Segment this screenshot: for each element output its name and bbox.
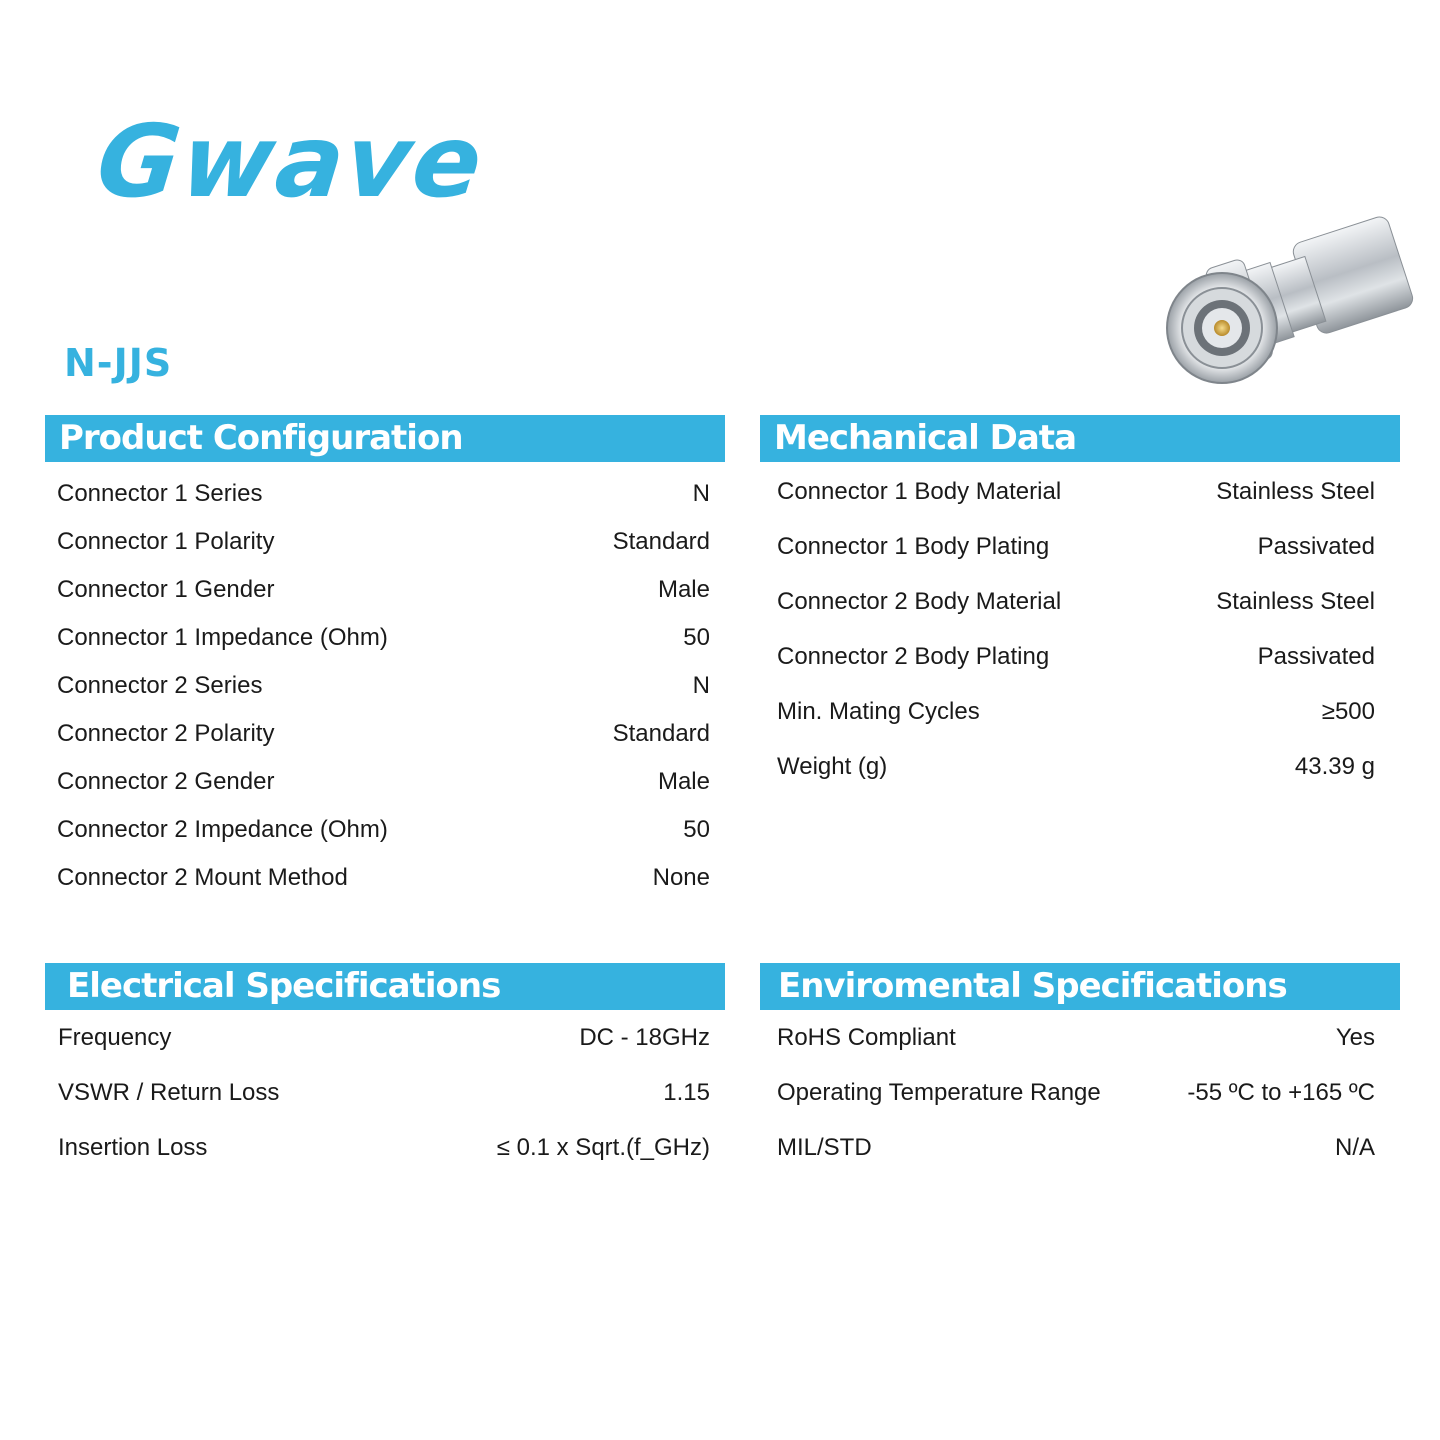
spec-value: Stainless Steel: [1216, 587, 1375, 615]
spec-value: Passivated: [1257, 532, 1375, 560]
spec-label: Weight (g): [777, 752, 888, 780]
spec-label: Min. Mating Cycles: [777, 697, 980, 725]
spec-label: Connector 1 Gender: [57, 576, 275, 603]
spec-value: None: [652, 864, 710, 891]
spec-label: MIL/STD: [777, 1133, 872, 1161]
spec-value: N: [692, 480, 710, 507]
section-title: Electrical Specifications: [45, 963, 725, 1010]
spec-value: Stainless Steel: [1216, 477, 1375, 505]
spec-row: [777, 739, 1375, 794]
spec-label: VSWR / Return Loss: [58, 1078, 280, 1106]
spec-label: Insertion Loss: [58, 1133, 208, 1161]
spec-label: Connector 2 Gender: [57, 768, 275, 795]
section-title: Product Configuration: [45, 415, 725, 462]
spec-row: [58, 1010, 710, 1065]
spec-value: 1.15: [663, 1078, 710, 1106]
spec-value: Male: [657, 768, 710, 795]
spec-label: Connector 2 Body Plating: [777, 642, 1050, 670]
spec-row: [57, 566, 710, 614]
spec-row: [57, 758, 710, 806]
spec-value: Yes: [1335, 1023, 1375, 1051]
spec-value: 43.39 g: [1294, 752, 1375, 780]
spec-row: [58, 1120, 710, 1175]
spec-row: [57, 470, 710, 518]
spec-value: 50: [683, 816, 710, 843]
spec-row: [777, 1120, 1375, 1175]
spec-row: [777, 1065, 1375, 1120]
spec-label: Connector 2 Body Material: [777, 587, 1062, 615]
spec-label: Connector 1 Impedance (Ohm): [57, 624, 388, 651]
spec-label: Connector 1 Body Material: [777, 477, 1062, 505]
product-configuration-panel: [45, 415, 725, 902]
spec-row: [57, 806, 710, 854]
spec-row: [777, 1010, 1375, 1065]
section-title: Mechanical Data: [760, 415, 1400, 462]
spec-row: [777, 629, 1375, 684]
spec-label: Connector 2 Polarity: [57, 720, 275, 747]
spec-label: Connector 1 Body Plating: [777, 532, 1050, 560]
spec-row: [777, 519, 1375, 574]
spec-label: Operating Temperature Range: [777, 1078, 1101, 1106]
mechanical-data-panel: [760, 415, 1400, 794]
spec-row: [777, 464, 1375, 519]
spec-label: RoHS Compliant: [777, 1023, 956, 1051]
spec-value: Male: [657, 576, 710, 603]
spec-label: Connector 2 Impedance (Ohm): [57, 816, 388, 843]
spec-label: Connector 2 Mount Method: [57, 864, 348, 891]
spec-row: [57, 854, 710, 902]
spec-value: Standard: [612, 720, 710, 747]
spec-row: [57, 614, 710, 662]
spec-value: 50: [683, 624, 710, 651]
spec-value: N: [692, 672, 710, 699]
spec-label: Frequency: [58, 1023, 172, 1051]
spec-row: [57, 662, 710, 710]
spec-value: N/A: [1334, 1133, 1375, 1161]
section-title: Enviromental Specifications: [760, 963, 1400, 1010]
spec-value: Standard: [612, 528, 710, 555]
environmental-specifications-panel: [760, 963, 1400, 1175]
brand-logo: Gwave: [91, 103, 490, 220]
spec-row: [57, 710, 710, 758]
product-model: N-JJS: [64, 341, 173, 385]
spec-value: -55 ºC to +165 ºC: [1187, 1078, 1375, 1106]
spec-row: [777, 684, 1375, 739]
spec-row: [57, 518, 710, 566]
spec-value: ≤ 0.1 x Sqrt.(f_GHz): [496, 1133, 710, 1161]
spec-label: Connector 1 Polarity: [57, 528, 275, 555]
spec-label: Connector 1 Series: [57, 480, 263, 507]
electrical-specifications-panel: [45, 963, 725, 1175]
spec-row: [777, 574, 1375, 629]
spec-value: ≥500: [1321, 697, 1375, 725]
spec-label: Connector 2 Series: [57, 672, 263, 699]
spec-row: [58, 1065, 710, 1120]
spec-value: DC - 18GHz: [579, 1023, 710, 1051]
n-male-to-male-adapter-icon: [1160, 212, 1430, 402]
spec-value: Passivated: [1257, 642, 1375, 670]
